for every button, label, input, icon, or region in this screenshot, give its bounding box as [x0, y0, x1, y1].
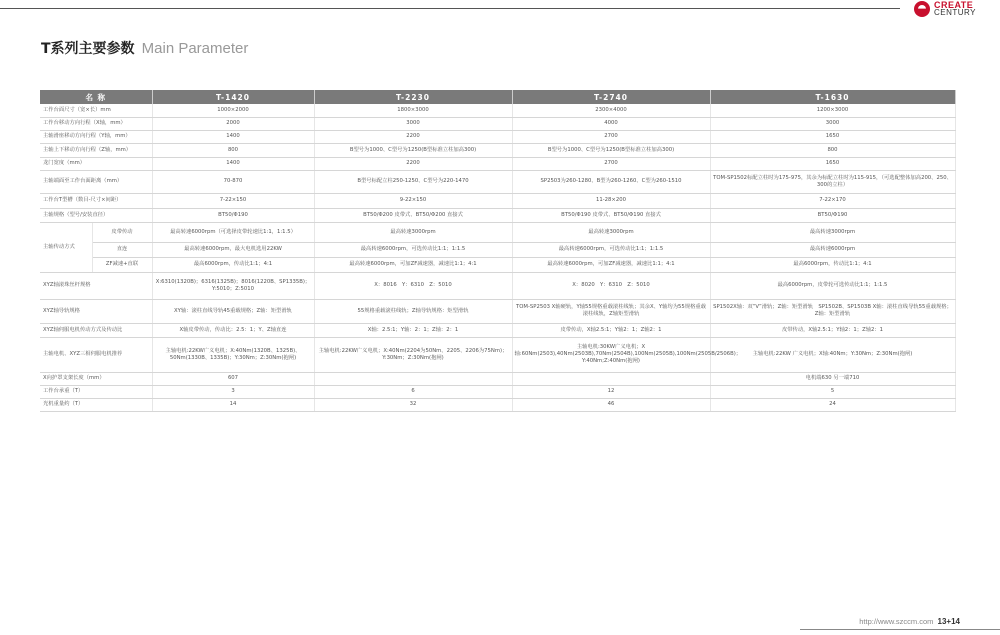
table-cell: B型号为1000、C型号为1250(B型标准立柱加高300): [512, 143, 710, 157]
table-cell: 主轴电机:30KW广义电机；X轴:60Nm(2503),40Nm(2503B),70Nm(2504B),100Nm(2505B),100Nm(2505B/2506B)；Y:40Nm;Z:40Nm(抱闸): [512, 337, 710, 372]
row-label: 光机重量约（T）: [40, 398, 152, 411]
footer-rule: [800, 629, 1000, 630]
table-cell: 最高6000rpm，传动比1:1；4:1: [710, 257, 955, 272]
table-cell: 6: [314, 385, 512, 398]
table-row: [40, 398, 955, 411]
table-cell: 7-22×170: [710, 193, 955, 208]
table-cell: 最高转速3000rpm: [314, 222, 512, 242]
table-cell: 46: [512, 398, 710, 411]
table-row: [40, 104, 955, 117]
table-cell: 主轴电机:22KW广义电机；X:40Nm(1320B、1325B)、50Nm(1330B、1335B)；Y:30Nm；Z:30Nm(抱闸): [152, 337, 314, 372]
table-row: [40, 117, 955, 130]
header-model: T-1630: [710, 90, 955, 104]
row-label: 主轴端面至工作台面距离（mm）: [40, 170, 152, 193]
table-cell: 最高转速6000rpm，可加ZF减速器，减速比1:1；4:1: [314, 257, 512, 272]
table-row: [40, 242, 955, 257]
table-cell: 12: [512, 385, 710, 398]
header-model: T-2740: [512, 90, 710, 104]
table-cell: 3000: [710, 117, 955, 130]
top-rule: [0, 8, 900, 9]
table-cell: 55规格重载滚柱线轨；Z轴导轨规格：矩型滑轨: [314, 299, 512, 323]
table-cell: [512, 372, 710, 385]
table-cell: 最高转速6000rpm，可选传动比1:1；1:1.5: [314, 242, 512, 257]
table-cell: BT50/Φ190: [710, 208, 955, 222]
table-row: [40, 299, 955, 323]
table-cell: BT50/Φ190: [152, 208, 314, 222]
table-cell: BT50/Φ190 皮带式、BT50/Φ190 直接式: [512, 208, 710, 222]
row-label: 工作台移动方向行程（X轴，mm）: [40, 117, 152, 130]
table-cell: X轴皮带传动，传动比：2.5：1；Y、Z轴直连: [152, 323, 314, 337]
table-cell: 2700: [512, 157, 710, 170]
table-cell: 2300×4000: [512, 104, 710, 117]
table-cell: 2200: [314, 157, 512, 170]
table-cell: 800: [710, 143, 955, 157]
table-cell: 70-870: [152, 170, 314, 193]
table-cell: 电机端630 另一端710: [710, 372, 955, 385]
table-cell: 9-22×150: [314, 193, 512, 208]
table-row: [40, 272, 955, 299]
row-sublabel: 直连: [92, 242, 152, 257]
table-cell: 最高6000rpm，皮带轮可选传动比1:1；1:1.5: [710, 272, 955, 299]
footer-url[interactable]: http://www.szccm.com: [859, 617, 934, 626]
table-cell: 最高6000rpm，传动比1:1；4:1: [152, 257, 314, 272]
table-cell: 3: [152, 385, 314, 398]
table-cell: TOM-SP2503 X轴硬轨，Y轴55规格重载滚柱线轨；其余X、Y轴均为55规格重载滚柱线轨，Z轴矩型滑轨: [512, 299, 710, 323]
page-title-en: Main Parameter: [141, 40, 249, 57]
table-cell: 最高转速6000rpm（可选择皮带轮速比1:1，1:1.5）: [152, 222, 314, 242]
brand-line2: CENTURY: [933, 8, 976, 17]
row-label: 主轴上下移动方向行程（Z轴，mm）: [40, 143, 152, 157]
table-cell: 607: [152, 372, 314, 385]
table-cell: 2700: [512, 130, 710, 143]
table-row: [40, 193, 955, 208]
table-row: [40, 222, 955, 242]
table-row: [40, 143, 955, 157]
row-label: XYZ轴伺服电机传动方式及传动比: [40, 323, 152, 337]
table-cell: 2200: [314, 130, 512, 143]
table-cell: X：8020 Y：6310 Z：5010: [512, 272, 710, 299]
table-cell: X:6310(1320B)；6316(1325B)；8016(1220B、SP1335B)；Y:5010；Z:5010: [152, 272, 314, 299]
row-label: XYZ轴滚珠丝杆规格: [40, 272, 152, 299]
table-cell: XY轴：滚柱直线导轨45重载规格；Z轴：矩型滑轨: [152, 299, 314, 323]
table-cell: X：8016 Y：6310 Z：5010: [314, 272, 512, 299]
table-cell: SP2503为260-1280、B型为260-1260、C型为260-1510: [512, 170, 710, 193]
table-row: [40, 372, 955, 385]
table-cell: 11-28×200: [512, 193, 710, 208]
row-label: 龙门宽度（mm）: [40, 157, 152, 170]
table-cell: 1400: [152, 157, 314, 170]
table-cell: 最高转速3000rpm: [710, 222, 955, 242]
table-cell: 1200×3000: [710, 104, 955, 117]
table-row: [40, 323, 955, 337]
parameter-table: [40, 90, 956, 412]
table-cell: 4000: [512, 117, 710, 130]
table-cell: 最高转速3000rpm: [512, 222, 710, 242]
table-cell: 皮带传动，X轴2.5:1；Y轴2：1；Z轴2：1: [512, 323, 710, 337]
table-row: [40, 337, 955, 372]
table-cell: 1000×2000: [152, 104, 314, 117]
row-label: 工作台T型槽（数目-尺寸×间距）: [40, 193, 152, 208]
row-label: 主轴传动方式: [40, 222, 92, 272]
row-label: 主轴滑座移动方向行程（Y轴，mm）: [40, 130, 152, 143]
table-cell: 最高转速6000rpm，最大电机选用22KW: [152, 242, 314, 257]
table-cell: B型号为1000、C型号为1250(B型标准立柱加高300): [314, 143, 512, 157]
table-row: [40, 170, 955, 193]
table-cell: SP1502X轴：双“V”滑轨；Z轴：矩型滑轨 SP1502B、SP1503B X轴：滚柱直线导轨55重载规格；Z轴：矩型滑轨: [710, 299, 955, 323]
row-sublabel: 皮带传动: [92, 222, 152, 242]
table-header-row: [40, 90, 955, 104]
header-model: T-2230: [314, 90, 512, 104]
table-row: [40, 257, 955, 272]
table-row: [40, 157, 955, 170]
table-row: [40, 385, 955, 398]
table-cell: B型号标配立柱250-1250、C型号为220-1470: [314, 170, 512, 193]
table-cell: 7-22×150: [152, 193, 314, 208]
row-sublabel: ZF减速+直联: [92, 257, 152, 272]
table-cell: X轴：2.5:1；Y轴：2：1；Z轴：2：1: [314, 323, 512, 337]
table-cell: 1800×3000: [314, 104, 512, 117]
header-model: T-1420: [152, 90, 314, 104]
table-cell: 14: [152, 398, 314, 411]
page-numbers: 13+14: [937, 617, 960, 626]
table-cell: [314, 372, 512, 385]
table-cell: 1650: [710, 130, 955, 143]
table-cell: 最高转速6000rpm: [710, 242, 955, 257]
row-label: 主轴电机、XYZ三相伺服电机推荐: [40, 337, 152, 372]
brand-logo: [914, 0, 976, 18]
table-cell: TOM-SP1502标配立柱时为175-975，其余为标配立柱时为115-915，（可选配整体加高200、250、300的立柱）: [710, 170, 955, 193]
table-cell: 最高转速6000rpm，可加ZF减速器，减速比1:1；4:1: [512, 257, 710, 272]
brand-line1: CREATE: [933, 0, 974, 10]
table-cell: 5: [710, 385, 955, 398]
table-cell: 3000: [314, 117, 512, 130]
row-label: 工作台面尺寸（宽×长）mm: [40, 104, 152, 117]
table-cell: 1650: [710, 157, 955, 170]
row-label: 主轴规格（型号/安装直径）: [40, 208, 152, 222]
table-cell: 最高转速6000rpm，可选传动比1:1；1:1.5: [512, 242, 710, 257]
table-cell: 2000: [152, 117, 314, 130]
row-label: 工作台承重（T）: [40, 385, 152, 398]
logo-mark-icon: [914, 1, 930, 17]
page-title-cn: T系列主要参数: [41, 41, 135, 57]
table-cell: 皮带传动，X轴2.5:1；Y轴2：1；Z轴2：1: [710, 323, 955, 337]
row-label: X向护罩支架长度（mm）: [40, 372, 152, 385]
table-cell: BT50/Φ200 皮带式、BT50/Φ200 直接式: [314, 208, 512, 222]
table-cell: 800: [152, 143, 314, 157]
table-row: [40, 130, 955, 143]
table-cell: 主轴电机:22KW 广义电机；X轴:40Nm；Y:30Nm；Z:30Nm(抱闸): [710, 337, 955, 372]
footer: [859, 617, 960, 626]
page-title: [41, 38, 248, 58]
row-label: XYZ轴导轨规格: [40, 299, 152, 323]
table-row: [40, 208, 955, 222]
header-name: 名 称: [40, 90, 152, 104]
table-cell: 1400: [152, 130, 314, 143]
table-cell: 主轴电机:22KW广义电机；X:40Nm(2204为50Nm、2205、2206为75Nm)；Y:30Nm；Z:30Nm(抱闸): [314, 337, 512, 372]
table-cell: 24: [710, 398, 955, 411]
table-cell: 32: [314, 398, 512, 411]
